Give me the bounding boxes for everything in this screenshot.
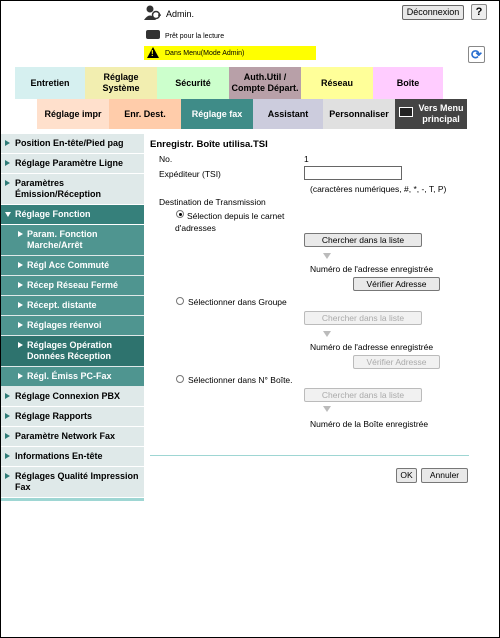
sidebar-item-connexion-pbx[interactable] — [1, 387, 144, 407]
arrow-right-icon — [5, 160, 10, 166]
sidebar-subitem-emiss-pcfax[interactable] — [1, 367, 144, 387]
sidebar-nav — [1, 134, 144, 501]
arrow-right-icon — [18, 322, 23, 328]
search-list-button-1[interactable]: Chercher dans la liste — [304, 233, 422, 247]
arrow-right-icon — [5, 473, 10, 479]
search-list-button-3[interactable]: Chercher dans la liste — [304, 388, 422, 402]
tab-personnaliser[interactable]: Personnaliser — [323, 99, 395, 129]
radio-group[interactable] — [176, 297, 184, 305]
tab-reglage-systeme[interactable]: Réglage Système — [85, 67, 157, 99]
admin-user-icon — [144, 4, 161, 21]
status-ready-text: Prêt pour la lecture — [165, 33, 225, 40]
arrow-right-icon — [18, 373, 23, 379]
search-list-button-2[interactable]: Chercher dans la liste — [304, 311, 422, 325]
sidebar-item-label: Réglage Fonction — [15, 209, 91, 219]
admin-mode-text: Dans Menu(Mode Admin) — [165, 50, 245, 57]
refresh-icon[interactable]: ⟳ — [468, 46, 485, 63]
form-divider — [150, 455, 469, 456]
menu-home-icon — [399, 107, 413, 117]
arrow-right-icon — [18, 231, 23, 237]
sidebar-item-label: Réglage Connexion PBX — [15, 391, 121, 401]
arrow-right-icon — [5, 453, 10, 459]
sidebar-item-label: Paramètre Network Fax — [15, 431, 116, 441]
verify-address-button-2[interactable]: Vérifier Adresse — [353, 355, 440, 369]
sidebar-item-label: Régl. Émiss PC-Fax — [27, 371, 112, 381]
sidebar-item-label: Réglage Rapports — [15, 411, 93, 421]
sidebar-subitem-acc-commute[interactable] — [1, 256, 144, 276]
arrow-right-icon — [5, 413, 10, 419]
arrow-right-icon — [5, 180, 10, 186]
sidebar-subitem-reseau-ferme[interactable] — [1, 276, 144, 296]
sidebar-item-label: Récept. distante — [27, 300, 97, 310]
tab-entretien[interactable]: Entretien — [15, 67, 85, 99]
arrow-down-icon — [323, 253, 331, 259]
sidebar-item-label: Réglages réenvoi — [27, 320, 102, 330]
tab-enr-dest[interactable]: Enr. Dest. — [109, 99, 181, 129]
arrow-down-icon — [323, 331, 331, 337]
sender-tsi-label: Expéditeur (TSI) — [159, 169, 221, 179]
tab-reseau[interactable]: Réseau — [301, 67, 373, 99]
tab-auth-util[interactable]: Auth.Util / Compte Départ. — [229, 67, 301, 99]
sidebar-item-label: Informations En-tête — [15, 451, 103, 461]
registered-box-label: Numéro de la Boîte enregistrée — [310, 419, 429, 429]
sidebar-item-label: Récep Réseau Fermé — [27, 280, 119, 290]
arrow-down-icon — [5, 212, 11, 217]
no-label: No. — [159, 154, 173, 164]
sidebar-item-label: Paramètres Émission/Réception — [15, 178, 102, 199]
verify-address-button-1[interactable]: Vérifier Adresse — [353, 277, 440, 291]
sidebar-item-label: Réglages Opération Données Réception — [27, 340, 113, 361]
no-value: 1 — [304, 154, 309, 164]
arrow-down-icon — [323, 406, 331, 412]
tab-securite[interactable]: Sécurité — [157, 67, 229, 99]
sidebar-subitem-reenvoi[interactable] — [1, 316, 144, 336]
sidebar-item-label: Régl Acc Commuté — [27, 260, 110, 270]
sidebar-subitem-operation-donnees[interactable] — [1, 336, 144, 367]
sidebar-item-parametre-ligne[interactable] — [1, 154, 144, 174]
arrow-right-icon — [18, 262, 23, 268]
arrow-right-icon — [5, 433, 10, 439]
sidebar-item-label: Position En-tête/Pied pag — [15, 138, 124, 148]
sidebar-subitem-marche-arret[interactable] — [1, 225, 144, 256]
tab-boite[interactable]: Boîte — [373, 67, 443, 99]
sidebar-item-label: Réglage Paramètre Ligne — [15, 158, 124, 168]
warning-icon — [147, 47, 159, 58]
radio-box-number[interactable] — [176, 375, 184, 383]
logout-button[interactable]: Déconnexion — [402, 5, 464, 20]
radio-group-label: Sélectionner dans Groupe — [188, 297, 287, 307]
sidebar-item-reglage-fonction[interactable] — [1, 205, 144, 225]
destination-heading: Destination de Transmission — [159, 197, 266, 207]
printer-icon — [146, 30, 160, 39]
sidebar-item-emission-reception[interactable] — [1, 174, 144, 205]
arrow-right-icon — [5, 140, 10, 146]
tab-assistant[interactable]: Assistant — [253, 99, 323, 129]
sidebar-item-label: Param. Fonction Marche/Arrêt — [27, 229, 98, 250]
sidebar-item-network-fax[interactable] — [1, 427, 144, 447]
cancel-button[interactable]: Annuler — [421, 468, 468, 483]
sender-tsi-hint: (caractères numériques, #, *, -, T, P) — [310, 184, 447, 194]
sidebar-item-label: Réglages Qualité Impression Fax — [15, 471, 139, 492]
tab-reglage-fax[interactable]: Réglage fax — [181, 99, 253, 129]
registered-address-label-1: Numéro de l'adresse enregistrée — [310, 264, 434, 274]
sidebar-item-qualite-impression[interactable] — [1, 467, 144, 498]
radio-box-number-label: Sélectionner dans N° Boîte. — [188, 375, 293, 385]
sidebar-bottom-divider — [1, 498, 144, 501]
registered-address-label-2: Numéro de l'adresse enregistrée — [310, 342, 434, 352]
page-title: Enregistr. Boîte utilisa.TSI — [150, 139, 268, 150]
ok-button[interactable]: OK — [396, 468, 417, 483]
sidebar-subitem-recept-distante[interactable] — [1, 296, 144, 316]
radio-address-book-label: Sélection depuis le carnet d'adresses — [175, 211, 285, 233]
menu-principal-label: Vers Menu principal — [418, 103, 464, 124]
sidebar-item-informations-entete[interactable] — [1, 447, 144, 467]
arrow-right-icon — [18, 342, 23, 348]
sender-tsi-input[interactable] — [304, 166, 402, 180]
help-icon[interactable]: ? — [471, 4, 487, 20]
tab-reglage-impr[interactable]: Réglage impr — [37, 99, 109, 129]
arrow-right-icon — [5, 393, 10, 399]
tab-menu-principal[interactable] — [395, 99, 467, 129]
arrow-right-icon — [18, 282, 23, 288]
sidebar-item-rapports[interactable] — [1, 407, 144, 427]
arrow-right-icon — [18, 302, 23, 308]
sidebar-item-position-entete[interactable] — [1, 134, 144, 154]
admin-label: Admin. — [166, 9, 195, 19]
